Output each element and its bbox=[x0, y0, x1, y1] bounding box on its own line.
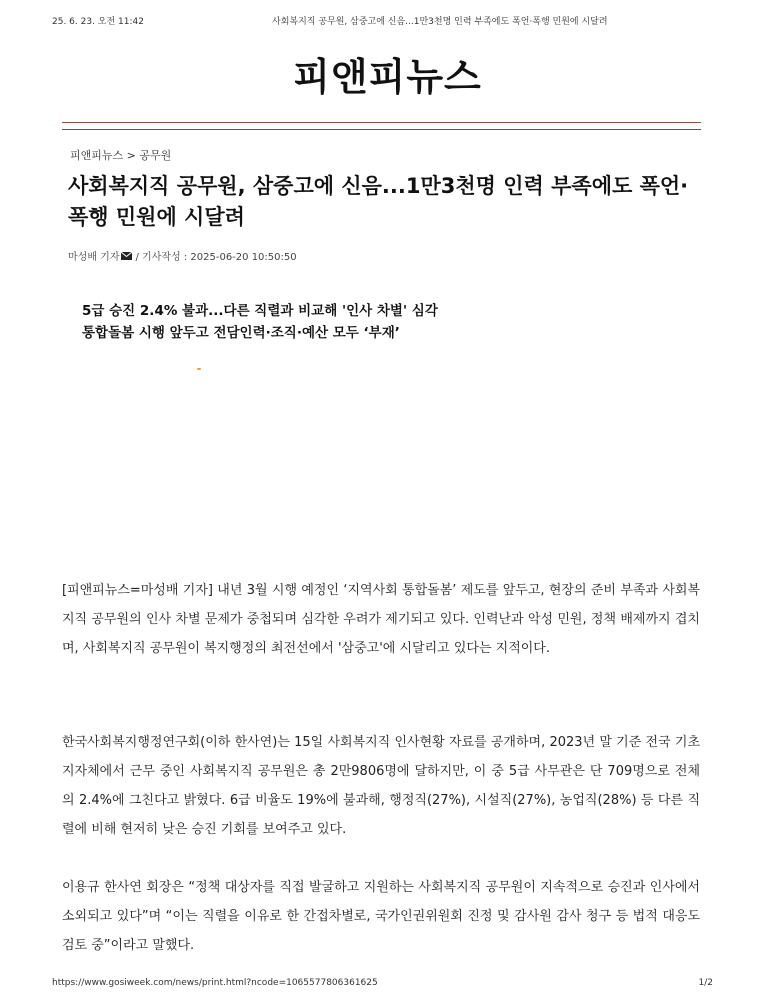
print-date: 25. 6. 23. 오전 11:42 bbox=[52, 17, 144, 27]
article-paragraph: 한국사회복지행정연구회(이하 한사연)는 15일 사회복지직 인사현황 자료를 공개하며, 2023년 말 기준 전국 기초지자체에서 근무 중인 사회복지직 공무원은 총 2만9806명에 달하지만, 이 중 5급 사무관은 단 709명으로 전체의 2.4%에 그친다고 밝혔다. 6급 비율도 19%에 불과해, 행정직(27%), 시설직(27%), 농업직(28%) 등 다른 직렬에 비해 현저히 낮은 승진 기회를 보여주고 있다. bbox=[62, 735, 700, 837]
mail-icon[interactable] bbox=[121, 252, 132, 260]
author-name: 마성배 기자 bbox=[68, 252, 120, 263]
article-image-placeholder bbox=[197, 368, 201, 370]
masthead-divider-accent bbox=[62, 122, 701, 123]
print-url: https://www.gosiweek.com/news/print.html?ncode=1065577806361625 bbox=[52, 978, 378, 988]
subhead: 5급 승진 2.4% 불과...다른 직렬과 비교해 '인사 차별' 심각 bbox=[82, 303, 438, 319]
article-paragraph: 이용규 한사연 회장은 “정책 대상자를 직접 발굴하고 지원하는 사회복지직 공무원이 지속적으로 승진과 인사에서 소외되고 있다”며 “이는 직렬을 이유로 한 간접차별로, 국가인권위원회 진정 및 감사원 감사 청구 등 법적 대응도 검토 중”이라고 말했다. bbox=[62, 880, 700, 953]
page-number: 1/2 bbox=[698, 978, 713, 988]
article-byline bbox=[68, 248, 297, 263]
article-headline: 사회복지직 공무원, 삼중고에 신음...1만3천명 인력 부족에도 폭언·폭행 민원에 시달려 bbox=[68, 174, 689, 229]
article-subheads bbox=[82, 300, 702, 344]
masthead-divider bbox=[62, 129, 701, 130]
published-timestamp: / 기사작성 : 2025-06-20 10:50:50 bbox=[135, 252, 297, 263]
site-masthead[interactable]: 피앤피뉴스 bbox=[293, 55, 482, 99]
breadcrumb[interactable]: 피앤피뉴스 > 공무원 bbox=[70, 149, 172, 162]
article-paragraph: [피앤피뉴스=마성배 기자] 내년 3월 시행 예정인 ‘지역사회 통합돌봄’ 제도를 앞두고, 현장의 준비 부족과 사회복지직 공무원의 인사 차별 문제가 중첩되며 심각한 우려가 제기되고 있다. 인력난과 악성 민원, 정책 배제까지 겹치며, 사회복지직 공무원이 복지행정의 최전선에서 '삼중고'에 시달리고 있다는 지적이다. bbox=[62, 583, 700, 656]
subhead: 통합돌봄 시행 앞두고 전담인력·조직·예산 모두 ‘부재’ bbox=[82, 325, 400, 341]
print-document-title: 사회복지직 공무원, 삼중고에 신음...1만3천명 인력 부족에도 폭언·폭행 민원에 시달려 bbox=[272, 17, 608, 27]
